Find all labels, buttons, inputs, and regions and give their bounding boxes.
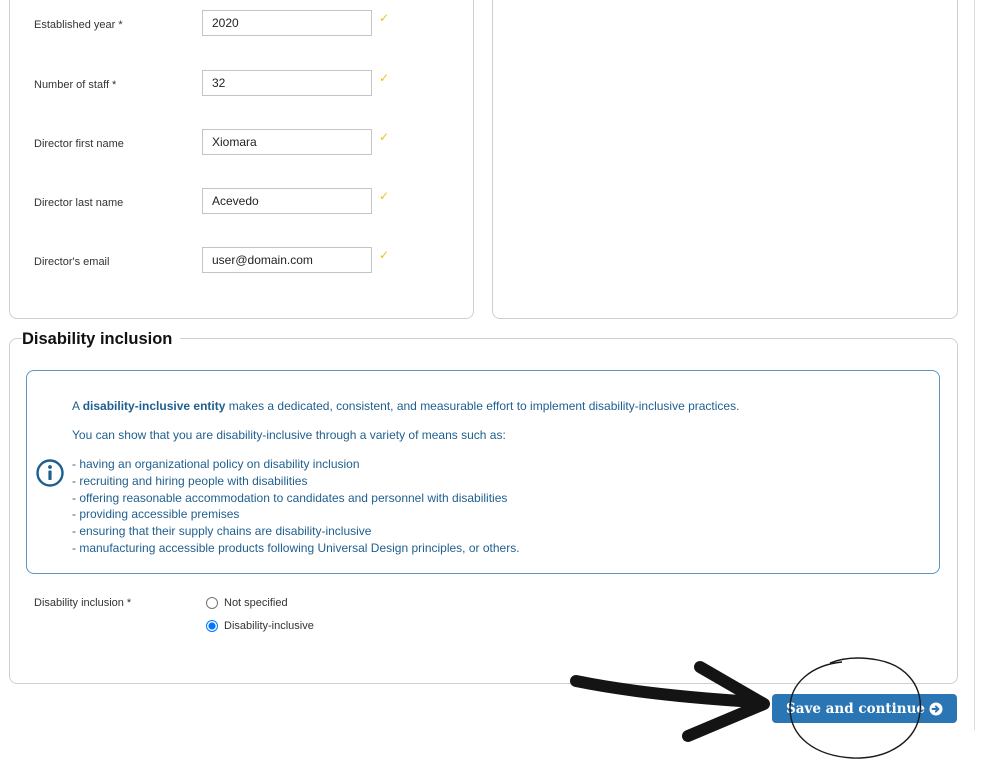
form-row-number-of-staff [10,70,473,100]
radio-disability-inclusive[interactable] [206,620,314,632]
disability-info-box [26,370,940,574]
arrow-right-circle-icon [929,702,943,716]
number-of-staff-label: Number of staff * [34,79,117,91]
info-intro-bold: disability-inclusive entity [82,399,226,413]
valid-checkmark-icon: ✓ [379,248,390,262]
valid-checkmark-icon: ✓ [379,130,390,144]
valid-checkmark-icon: ✓ [379,11,390,25]
form-row-established-year [10,10,473,40]
form-row-director-email [10,247,473,277]
valid-checkmark-icon: ✓ [379,189,390,203]
radio-disability-inclusive-label: Disability-inclusive [224,620,314,632]
director-first-name-label: Director first name [34,138,124,150]
list-item: - providing accessible premises [72,507,240,522]
director-email-input[interactable] [202,247,372,273]
form-row-director-last-name [10,188,473,218]
annotation-arrow-icon [576,681,757,702]
list-item: - ensuring that their supply chains are disability-inclusive [72,524,372,539]
save-and-continue-button[interactable] [772,694,957,723]
info-means-intro: You can show that you are disability-inclusive through a variety of means such as: [72,428,506,442]
list-item: - manufacturing accessible products following Universal Design principles, or others. [72,540,520,555]
form-row-director-first-name [10,129,473,159]
director-last-name-label: Director last name [34,197,124,209]
save-button-label: Save and continue [786,700,925,717]
page-right-divider [974,0,975,730]
info-icon [35,458,65,488]
disability-inclusion-radio-label: Disability inclusion * [34,597,132,609]
director-last-name-input[interactable] [202,188,372,214]
established-year-input[interactable] [202,10,372,36]
radio-not-specified-input[interactable] [206,597,218,609]
valid-checkmark-icon: ✓ [379,71,390,85]
side-panel [492,0,958,319]
list-item: - recruiting and hiring people with disabilities [72,473,308,488]
company-details-panel [9,0,474,319]
radio-not-specified-label: Not specified [224,597,288,609]
info-intro: A disability-inclusive entity makes a dedicated, consistent, and measurable effort to implement disability-inclusive practices. [72,399,740,413]
list-item: - having an organizational policy on disability inclusion [72,457,360,471]
director-first-name-input[interactable] [202,129,372,155]
list-item: - offering reasonable accommodation to candidates and personnel with disabilities [72,490,508,505]
number-of-staff-input[interactable] [202,70,372,96]
radio-not-specified[interactable] [206,597,288,609]
established-year-label: Established year * [34,19,123,31]
info-text [72,398,922,557]
disability-inclusion-title: Disability inclusion [22,330,180,349]
director-email-label: Director's email [34,256,110,268]
radio-disability-inclusive-input[interactable] [206,620,218,632]
info-means-list [72,456,922,557]
